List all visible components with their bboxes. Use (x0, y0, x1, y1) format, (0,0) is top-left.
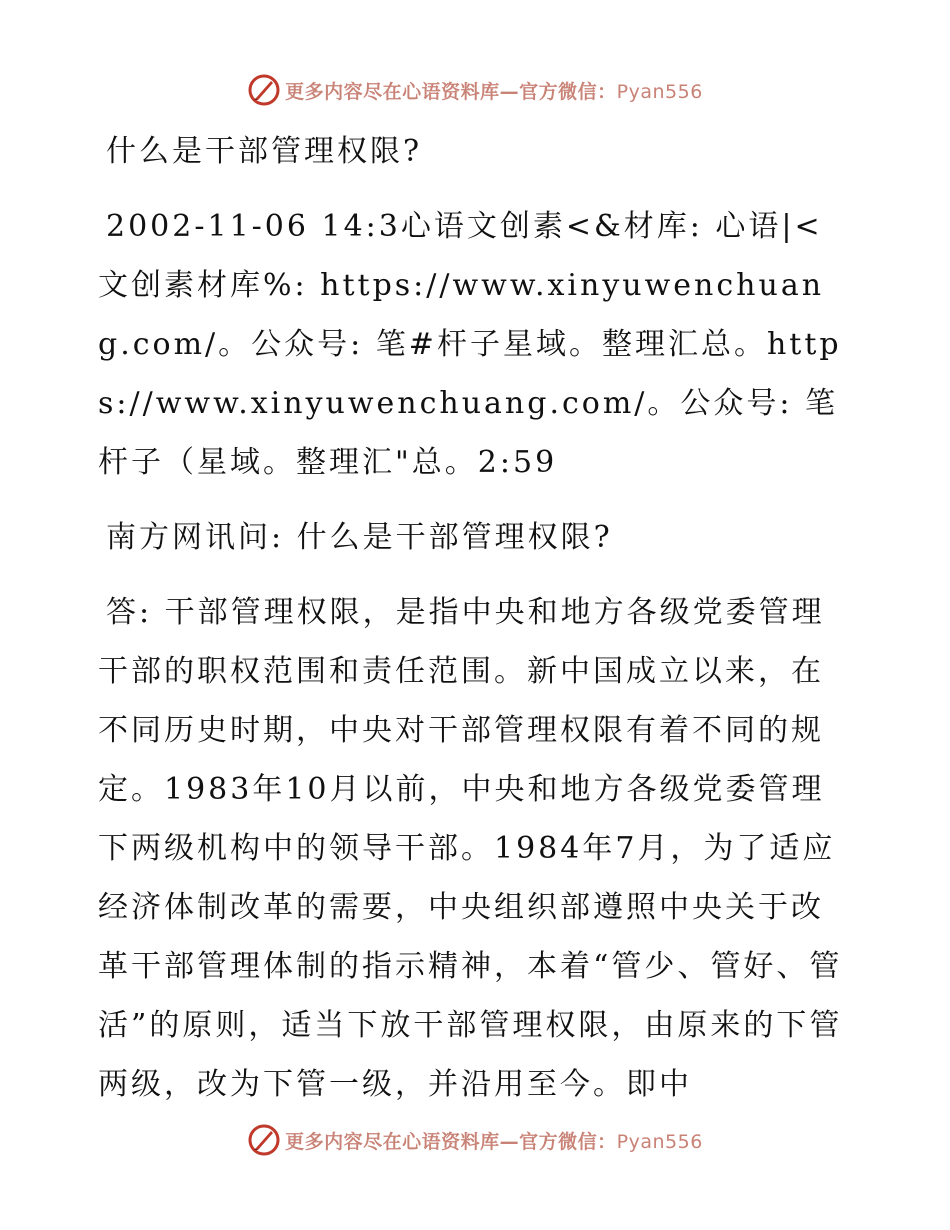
watermark-text-cn: 更多内容尽在心语资料库—官方微信： (285, 1130, 617, 1153)
watermark-text (285, 1127, 703, 1154)
article-answer: 答: 干部管理权限，是指中央和地方各级党委管理干部的职权范围和责任范围。新中国成立以来，在不同历史时期，中央对干部管理权限有着不同的规定。1983年10月以前，中央和地方各级党委管理下两级机构中的领导干部。1984年7月，为了适应经济体制改革的需要，中央组织部遵照中央关于改革干部管理体制的指示精神，本着“管少、管好、管活”的原则，适当下放干部管理权限，由原来的下管两级，改为下管一级，并沿用至今。即中 (98, 595, 843, 1102)
quill-seal-icon (247, 73, 281, 107)
article-question: 南方网讯问: 什么是干部管理权限? (106, 520, 613, 555)
watermark-text-cn: 更多内容尽在心语资料库—官方微信： (285, 80, 617, 103)
footer-watermark-banner (0, 1120, 950, 1160)
article-body (98, 122, 850, 1114)
watermark-wechat-id: Pyan556 (616, 80, 703, 103)
article-title: 什么是干部管理权限? (106, 134, 423, 169)
watermark-text (285, 77, 703, 104)
article-meta: 2002-11-06 14:3心语文创素<&材库: 心语|<文创素材库%: https://www.xinyuwenchuang.com/。公众号: 笔#杆子星域。整理汇总。https://www.xinyuwenchuang.com/。公众号: 笔杆子（星域。整理汇"总。2:59 (98, 209, 842, 480)
quill-seal-icon (247, 1123, 281, 1157)
header-watermark-banner (0, 70, 950, 110)
watermark-wechat-id: Pyan556 (616, 1130, 703, 1153)
